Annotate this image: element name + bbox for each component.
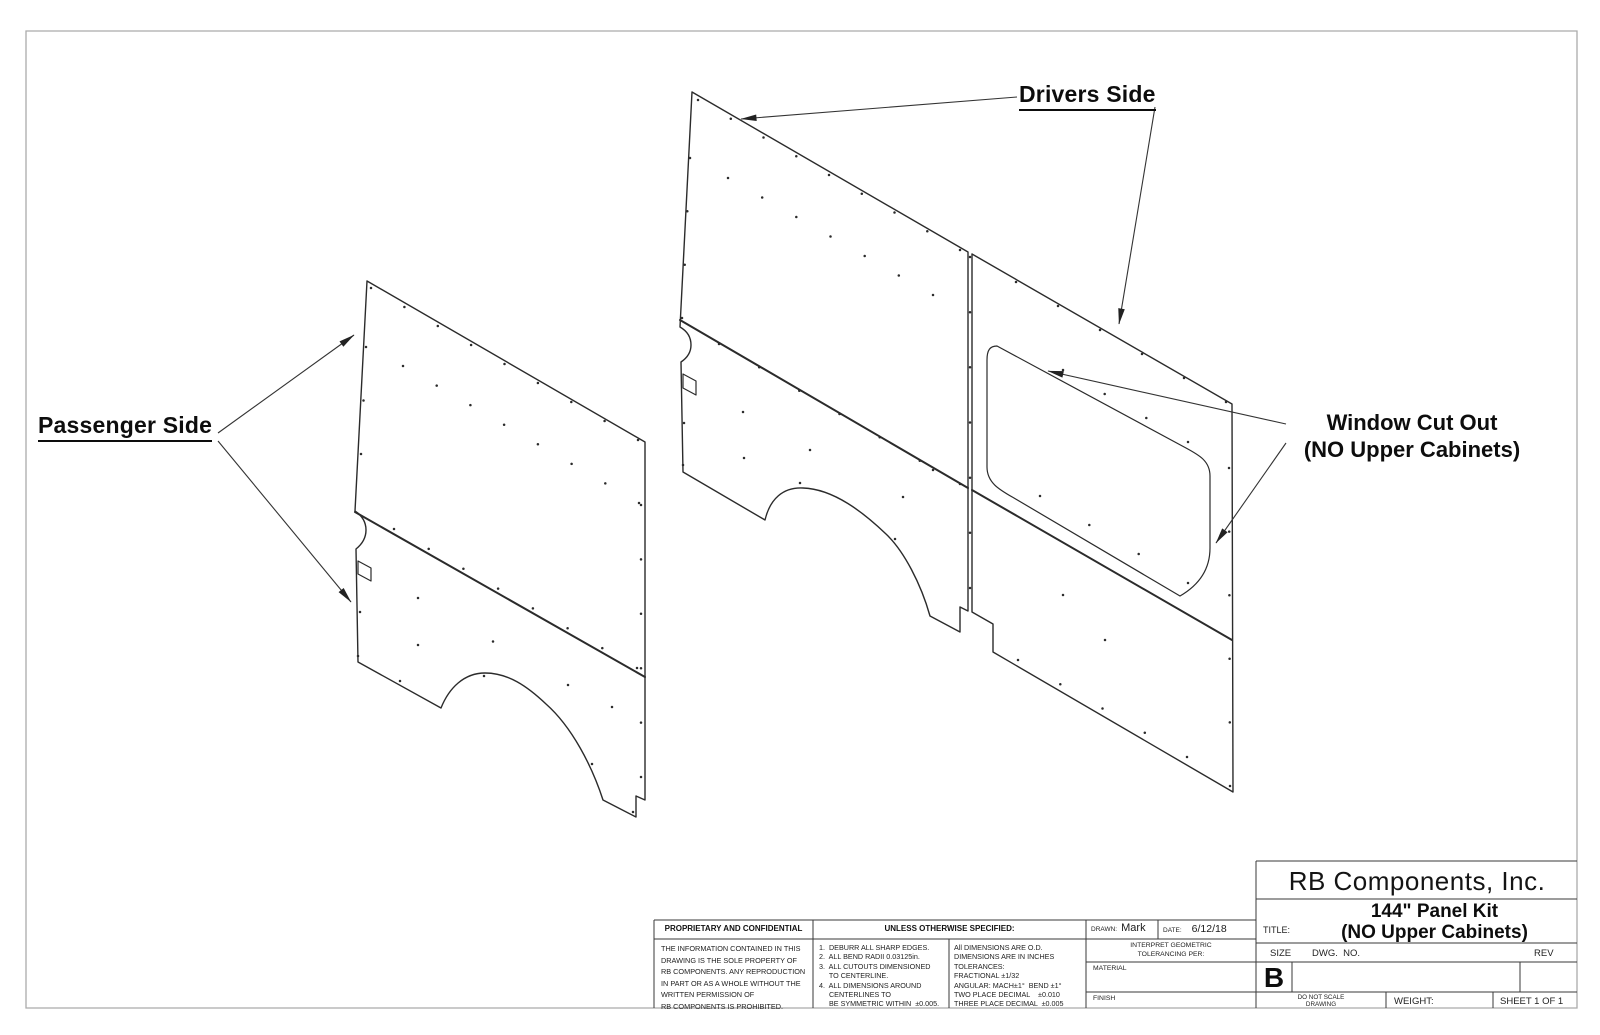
window-leader-upper — [1048, 371, 1286, 424]
size-value: B — [1263, 962, 1285, 993]
proprietary-body: THE INFORMATION CONTAINED IN THIS DRAWING IS THE SOLE PROPERTY OF RB COMPONENTS. ANY REPRODUCTION IN PART OR AS A WHOLE WITHOUT THE WRITTEN PERMISSION OF RB COMPONENTS IS PROHIBITED. — [661, 944, 806, 1011]
dwg-no-label: DWG. NO. — [1312, 948, 1361, 959]
drivers-leader-left — [741, 97, 1017, 119]
passenger-small-cutout — [358, 561, 371, 581]
passenger-side-label-text: Passenger Side — [38, 412, 212, 442]
drivers-leader-right — [1119, 107, 1155, 324]
company-name: RB Components, Inc. — [1288, 866, 1546, 896]
drawing-title: 144" Panel Kit (NO Upper Cabinets) — [1341, 901, 1528, 943]
window-cutout-label — [1290, 409, 1534, 463]
title-label: TITLE: — [1263, 925, 1291, 935]
drivers-left-panel-outline — [680, 92, 968, 632]
sheet-label: SHEET 1 OF 1 — [1500, 996, 1564, 1007]
drivers-small-cutout — [683, 374, 696, 395]
rivet-holes — [357, 99, 1232, 814]
window-cutout-label-line2: (NO Upper Cabinets) — [1303, 437, 1521, 462]
finish-label: FINISH — [1093, 995, 1116, 1002]
drivers-right-panel-outline — [972, 254, 1233, 792]
drawn-value: Mark — [1121, 922, 1146, 934]
rev-label: REV — [1534, 948, 1554, 959]
tolerances-block: All DIMENSIONS ARE O.D. DIMENSIONS ARE IN INCHES TOLERANCES: FRACTIONAL ±1/32 ANGULAR: MACH±1° BEND ±1° TWO PLACE DECIMAL ±0.010 THREE PLACE DECIMAL ±0.005 — [954, 943, 1064, 1009]
passenger-side-label — [38, 412, 212, 442]
drawn-label: DRAWN: — [1091, 926, 1118, 933]
passenger-leader-upper — [218, 335, 354, 433]
unless-otherwise-header: UNLESS OTHERWISE SPECIFIED: — [884, 924, 1015, 933]
size-label: SIZE — [1270, 948, 1292, 959]
date-cell — [1163, 923, 1227, 935]
notes-list: 1. DEBURR ALL SHARP EDGES. 2. ALL BEND RADII 0.03125in. 3. ALL CUTOUTS DIMENSIONED TO CENTERLINE. 4. ALL DIMENSIONS AROUND CENTERLINES TO BE SYMMETRIC WITHIN ±0.005. — [819, 943, 940, 1009]
drivers-left-seam-line — [680, 320, 968, 488]
proprietary-header: PROPRIETARY AND CONFIDENTIAL — [664, 924, 803, 933]
drivers-side-label-text: Drivers Side — [1019, 81, 1156, 111]
window-cutout-outline — [987, 346, 1210, 596]
date-label: DATE: — [1163, 927, 1182, 934]
do-not-scale-note: DO NOT SCALE DRAWING — [1297, 994, 1345, 1008]
date-value: 6/12/18 — [1191, 923, 1227, 935]
window-cutout-label-line1: Window Cut Out — [1326, 410, 1498, 435]
interpret-geometric-cell: INTERPRET GEOMETRIC TOLERANCING PER: — [1130, 942, 1212, 958]
passenger-panel-outline — [355, 281, 645, 817]
passenger-leader-lower — [218, 441, 351, 602]
material-label: MATERIAL — [1093, 965, 1127, 972]
weight-label: WEIGHT: — [1394, 996, 1434, 1007]
drawn-cell — [1091, 922, 1146, 934]
drivers-side-label — [1019, 81, 1156, 111]
window-leader-lower — [1216, 443, 1286, 543]
passenger-seam-line — [355, 512, 645, 677]
drivers-right-seam-line — [972, 490, 1232, 640]
